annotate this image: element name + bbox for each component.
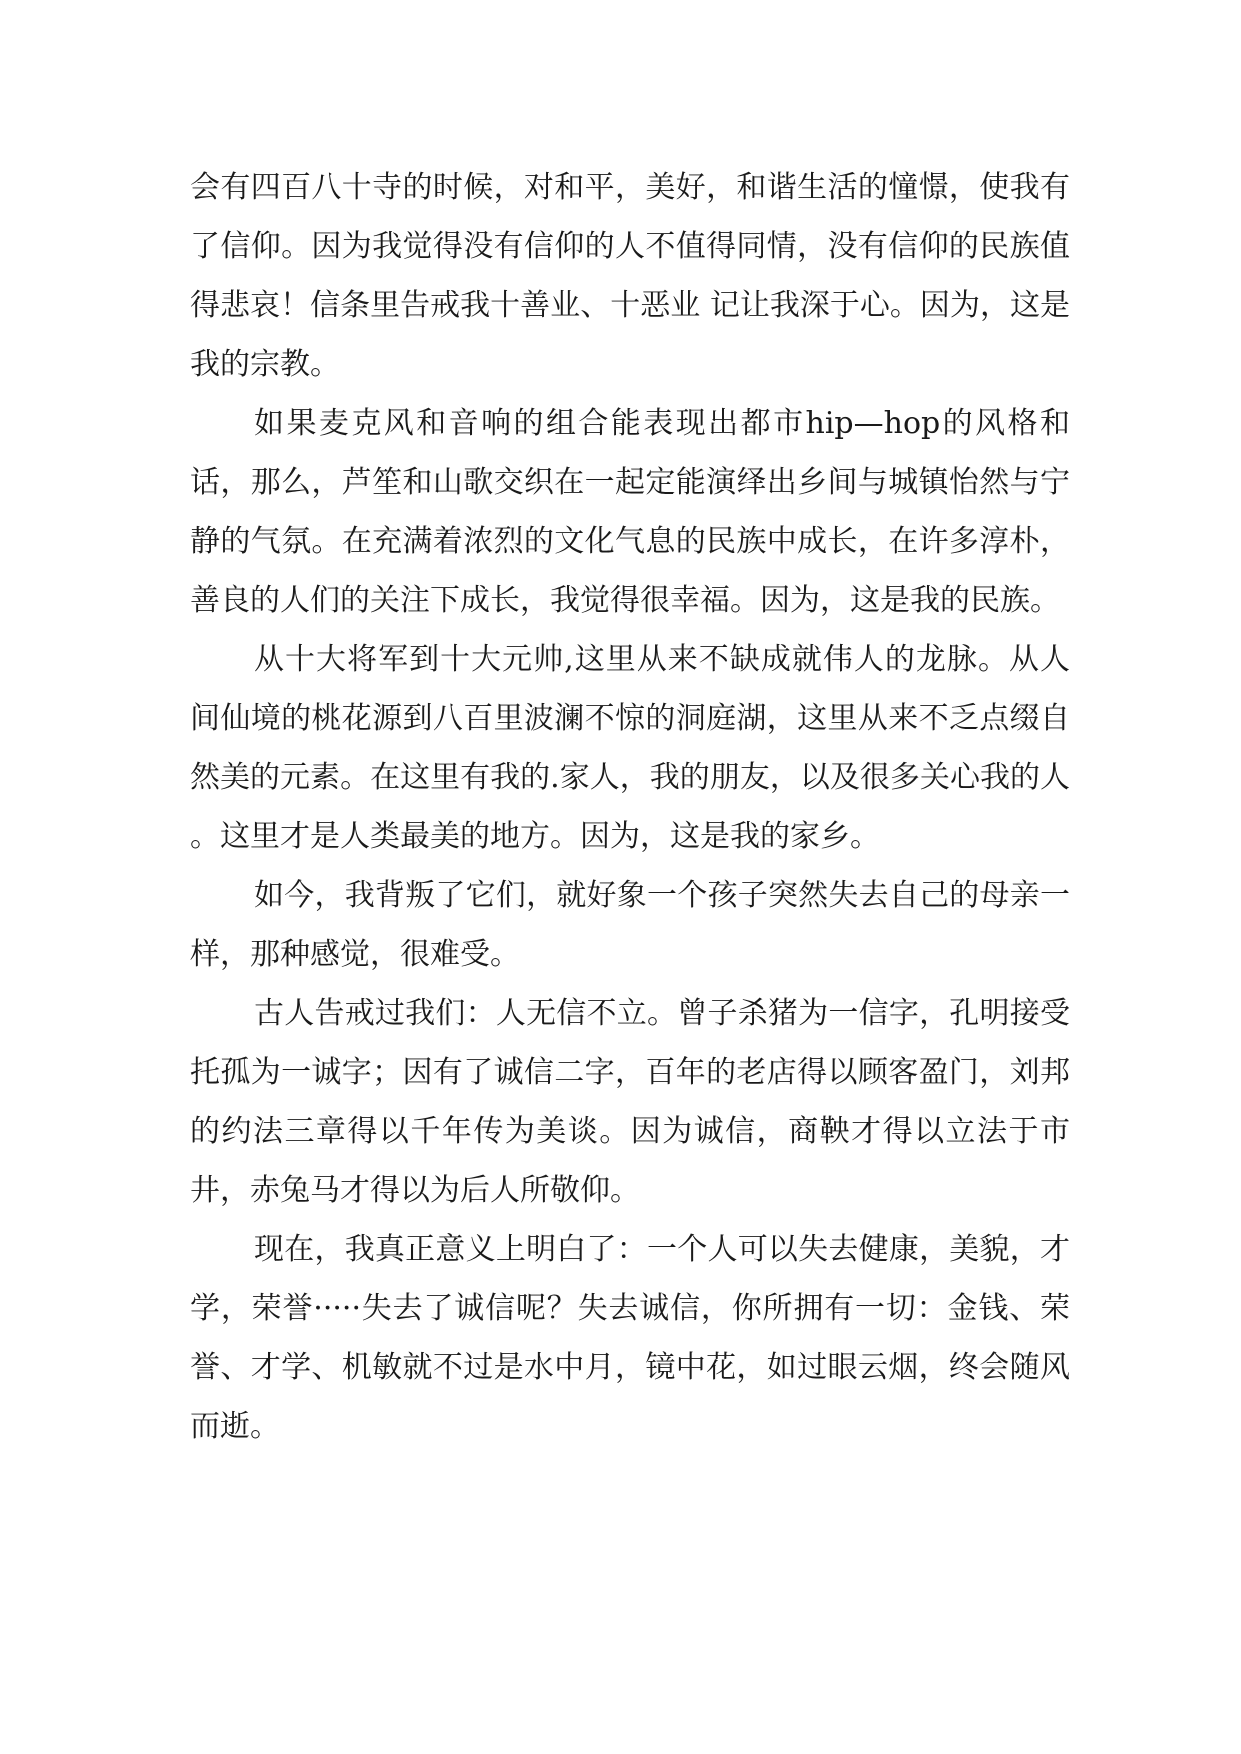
paragraph-religion: 会有四百八十寺的时候，对和平，美好，和谐生活的憧憬，使我有了信仰。因为我觉得没有信仰的人不值得同情，没有信仰的民族值得悲哀！信条里告戒我十善业、十恶业 记让我深于心。因为，这是我的宗教。	[190, 170, 1070, 382]
paragraph-hometown: 从十大将军到十大元帅,这里从来不缺成就伟人的龙脉。从人间仙境的桃花源到八百里波澜不惊的洞庭湖，这里从来不乏点缀自然美的元素。在这里有我的.家人，我的朋友，以及很多关心我的人 。这里才是人类最美的地方。因为，这是我的家乡。	[190, 642, 1070, 854]
paragraph-ancients: 古人告戒过我们：人无信不立。曾子杀猪为一信字，孔明接受托孤为一诚字；因有了诚信二字，百年的老店得以顾客盈门，刘邦的约法三章得以千年传为美谈。因为诚信，商鞅才得以立法于市井，赤兔马才得以为后人所敬仰。	[190, 996, 1070, 1208]
paragraph-nation: 如果麦克风和音响的组合能表现出都市hip—hop的风格和话，那么，芦笙和山歌交织在一起定能演绎出乡间与城镇怡然与宁静的气氛。在充满着浓烈的文化气息的民族中成长，在许多淳朴，善良的人们的关注下成长，我觉得很幸福。因为，这是我的民族。	[190, 406, 1070, 618]
paragraph-integrity: 现在，我真正意义上明白了：一个人可以失去健康，美貌，才学，荣誉·····失去了诚信呢？失去诚信，你所拥有一切：金钱、荣誉、才学、机敏就不过是水中月，镜中花，如过眼云烟，终会随风而逝。	[190, 1232, 1070, 1444]
paragraph-betrayal: 如今，我背叛了它们，就好象一个孩子突然失去自己的母亲一样，那种感觉，很难受。	[190, 878, 1070, 972]
document-body	[190, 158, 1070, 1456]
